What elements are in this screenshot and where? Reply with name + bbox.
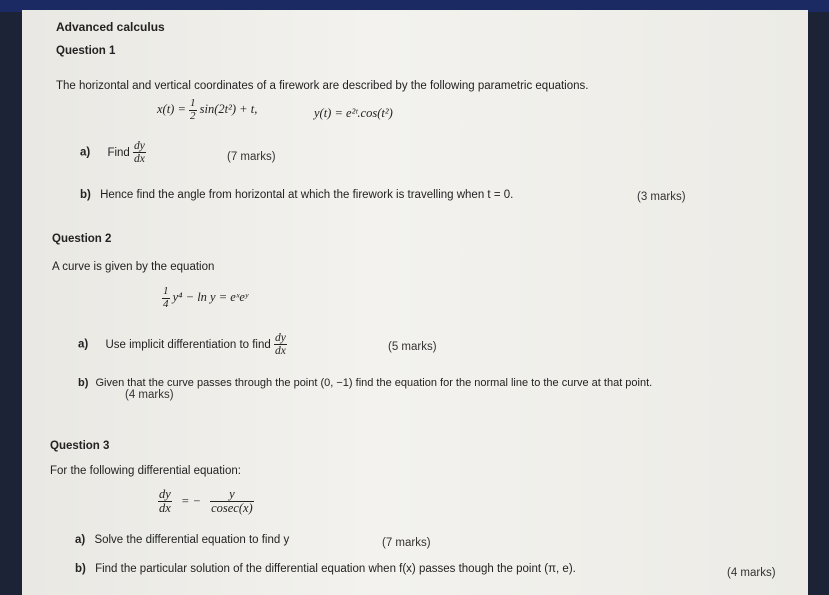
question-1a-marks: (7 marks) — [227, 151, 276, 163]
question-1-equation-x — [157, 98, 257, 122]
question-3a — [75, 534, 289, 546]
part-label: b) — [80, 189, 91, 201]
question-2-heading: Question 2 — [52, 233, 112, 245]
question-3-intro: For the following differential equation: — [50, 465, 241, 477]
question-1b-marks: (3 marks) — [637, 191, 686, 203]
question-3-heading: Question 3 — [50, 440, 110, 452]
question-3b-marks: (4 marks) — [727, 567, 776, 579]
question-2-intro: A curve is given by the equation — [52, 261, 215, 273]
question-2b-marks: (4 marks) — [125, 389, 174, 401]
equation-x-lhs: x(t) = — [157, 101, 186, 116]
question-2a — [78, 332, 287, 357]
fraction-numerator: dy — [159, 487, 171, 501]
part-label: a) — [80, 146, 91, 159]
fraction-denominator: 2 — [190, 109, 196, 122]
fraction-denominator: dx — [159, 501, 171, 516]
part-label: a) — [75, 534, 86, 546]
question-1-intro: The horizontal and vertical coordinates of a firework are described by the following parametric equations. — [56, 80, 589, 92]
fraction-denominator: dx — [134, 153, 145, 166]
part-label: b) — [75, 563, 86, 575]
question-3a-marks: (7 marks) — [382, 537, 431, 549]
part-label: b) — [78, 377, 89, 389]
fraction-denominator: dx — [274, 345, 286, 358]
fraction-denominator: 4 — [163, 297, 169, 310]
equation-x-rhs: sin(2t²) + t, — [199, 101, 258, 116]
question-2a-marks: (5 marks) — [388, 341, 437, 353]
y-over-cosec-fraction — [210, 488, 254, 515]
quarter-fraction — [162, 286, 170, 310]
part-text: Find the particular solution of the differential equation when f(x) passes though the point (π, e). — [95, 563, 576, 575]
question-2b — [78, 377, 652, 389]
question-1-heading: Question 1 — [56, 45, 116, 57]
dy-dx-fraction — [158, 488, 172, 515]
fraction-numerator: y — [210, 488, 254, 502]
question-1-equation-y: y(t) = e²ᵗ.cos(t²) — [314, 106, 393, 120]
part-text: Given that the curve passes through the point (0, −1) find the equation for the normal line to the curve at that point. — [95, 377, 653, 389]
dy-dx-fraction — [133, 140, 146, 165]
question-1a — [80, 140, 146, 165]
question-3b — [75, 563, 576, 575]
fraction-numerator: dy — [274, 332, 286, 344]
part-text: Find — [107, 146, 130, 159]
part-text: Use implicit differentiation to find — [105, 338, 271, 351]
part-text: Solve the differential equation to find y — [94, 534, 290, 546]
half-fraction — [189, 98, 197, 122]
question-1b — [80, 189, 513, 201]
worksheet-page — [22, 10, 808, 595]
fraction-numerator: 1 — [163, 285, 169, 297]
part-label: a) — [78, 338, 89, 351]
equals-minus: = − — [180, 493, 201, 508]
dy-dx-fraction — [274, 332, 287, 357]
fraction-numerator: dy — [134, 140, 145, 152]
equation-rest: y⁴ − ln y = eˣeʸ — [172, 289, 249, 304]
course-title: Advanced calculus — [56, 20, 165, 34]
question-3-equation — [158, 488, 254, 515]
part-text: Hence find the angle from horizontal at which the firework is travelling when t = 0. — [100, 189, 514, 201]
fraction-numerator: 1 — [190, 97, 196, 109]
question-2-equation — [162, 286, 248, 310]
fraction-denominator: cosec(x) — [211, 501, 253, 516]
